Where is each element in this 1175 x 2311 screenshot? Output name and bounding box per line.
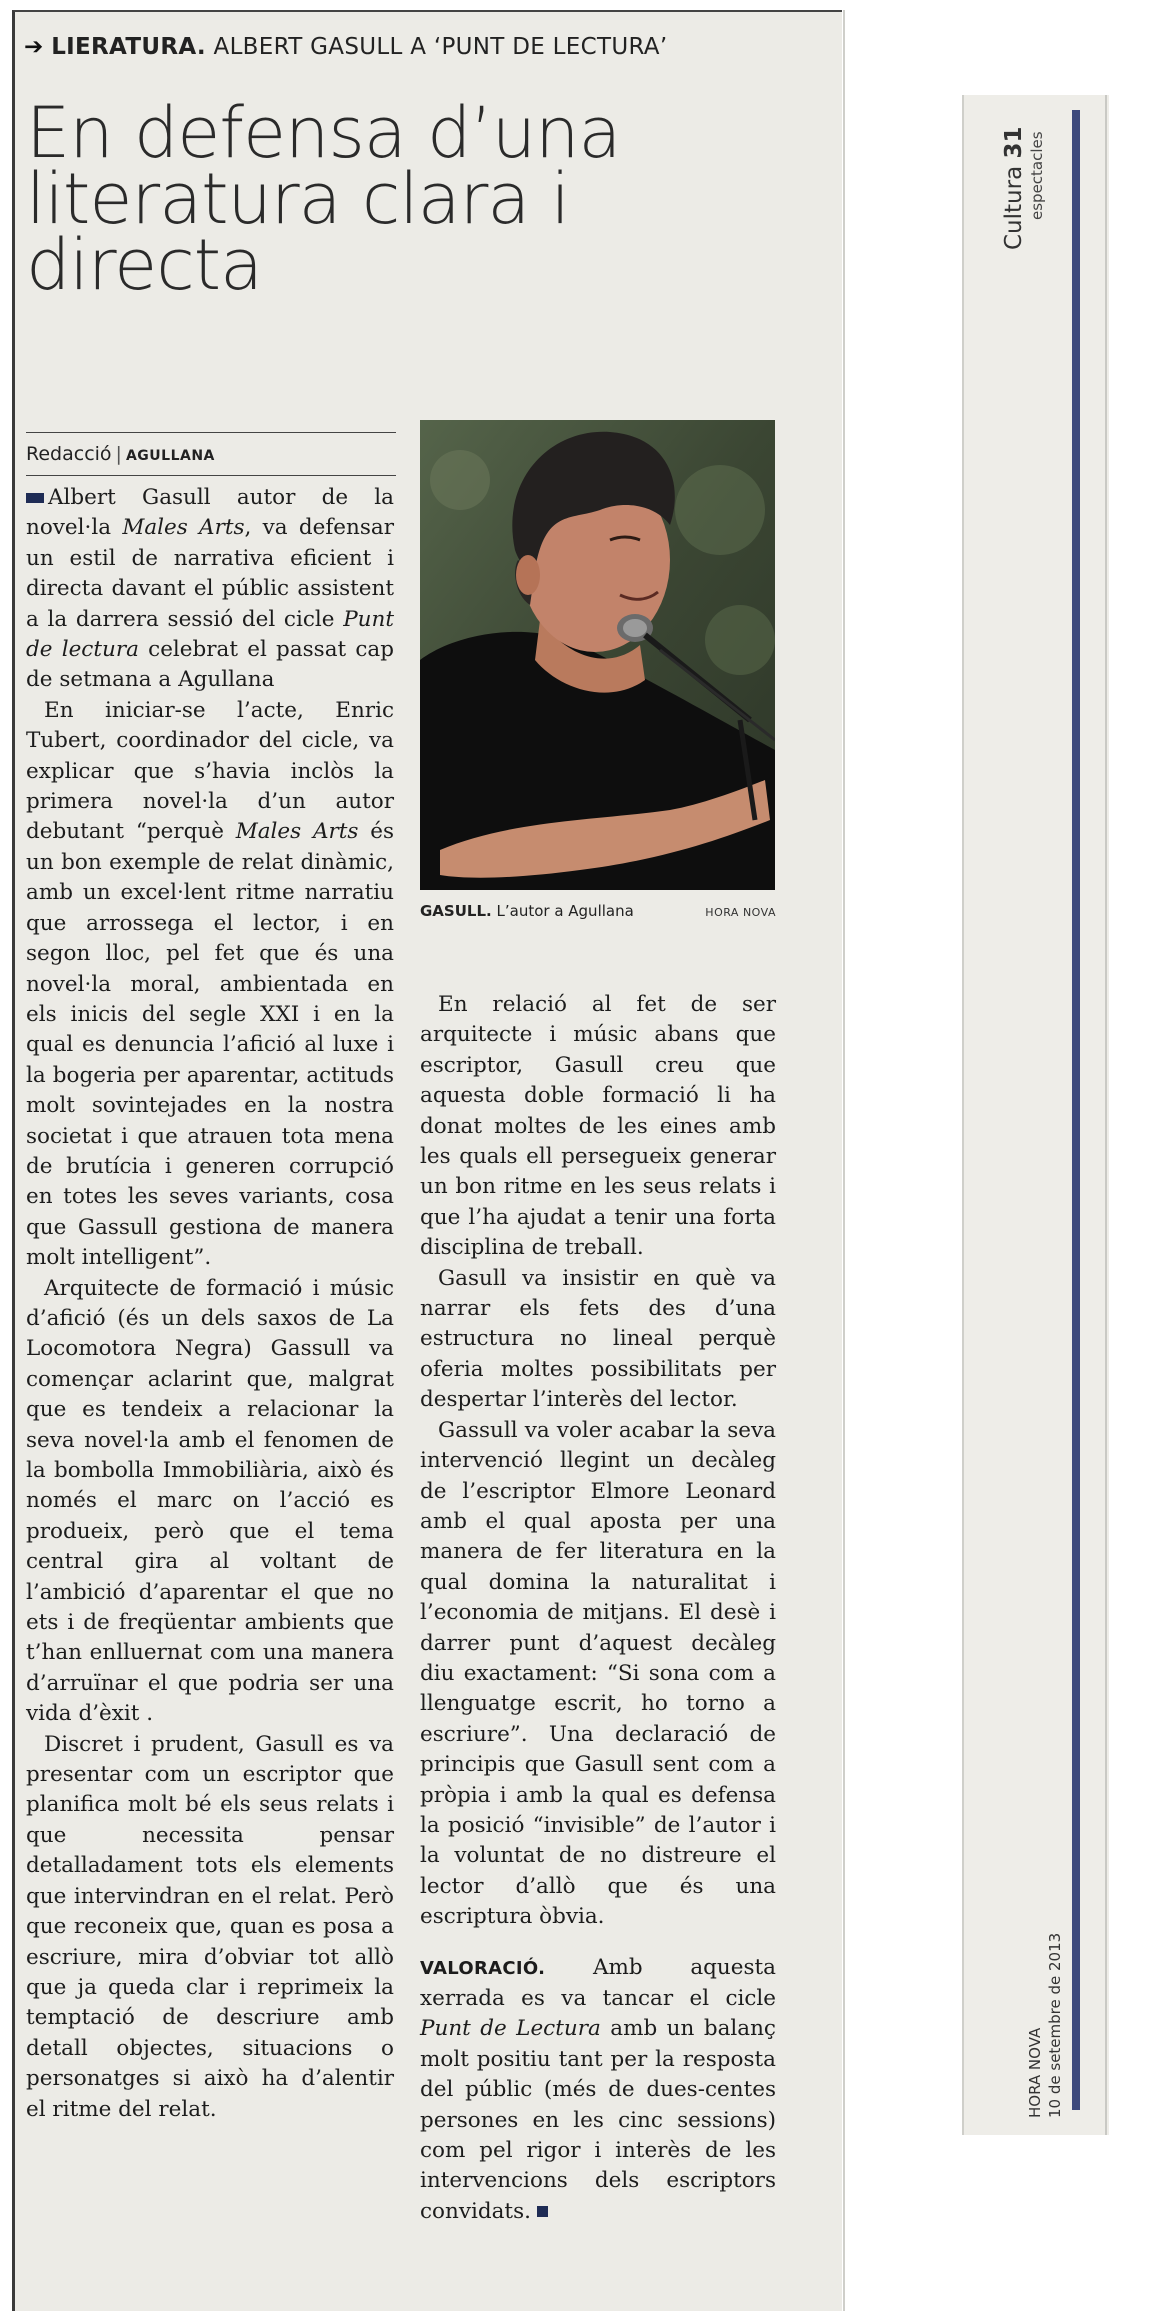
text-run: En iniciar-se l’acte, Enric Tubert, coordinador del cicle, va explicar que s’havia inclòs la primera novel·la d’un autor debutant “perquè: [26, 697, 394, 845]
kicker-section: LIERATURA.: [51, 34, 206, 60]
strip-section-name: Cultura: [1001, 165, 1027, 250]
strip-date: 10 de setembre de 2013: [1046, 1932, 1064, 2118]
strip-page-number: 31: [1001, 126, 1027, 159]
article-column-1: [26, 483, 394, 2125]
text-run: és un bon exemple de relat dinàmic, amb un excel·lent ritme narratiu que arrossega el lector, i en segon lloc, pel fet que és una novel·la moral, ambientada en els inicis del segle XXI i en la qual es denuncia l’afició al luxe i la bogeria per aparentar, actituds molt sovintejades en la nostra societat i que atrauen tota mena de brutícia i generen corrupció en totes les seves variants, cosa que Gassull gestiona de manera molt intelligent”.: [26, 819, 394, 1271]
paragraph: Discret i prudent, Gasull es va presentar com un escriptor que planifica molt bé els seus relats i que necessita pensar detalladament tots els elements que intervindran en el relat. Però que reconeix que, quan es posa a escriure, mira d’obviar tot allò que ja queda clar i reprimeix la temptació de descriure amb detall objectes, situacions o personatges si això ha d’alentir el ritme del relat.: [26, 1731, 394, 2122]
valoracio-label: VALORACIÓ.: [420, 1957, 546, 1979]
author-photo: [420, 420, 775, 890]
text-run: amb un balanç molt positiu tant per la resposta del públic (més de dues-centes persones en les cinc sessions) com pel rigor i interès de les intervencions dels escriptors convidats.: [420, 2016, 776, 2224]
article-column-2: [420, 990, 776, 2227]
strip-source: HORA NOVA: [1026, 2027, 1044, 2118]
text-run: Albert Gasull autor de la novel·la: [26, 485, 394, 541]
caption-name: GASULL.: [420, 902, 492, 920]
strip-section-label: [1001, 126, 1027, 250]
paragraph: Gasull va insistir en què va narrar els fets des d’una estructura no lineal perquè oferia moltes possibilitats per despertar l’interès del lector.: [420, 1265, 776, 1413]
book-title: Males Arts: [122, 515, 245, 541]
kicker: [24, 34, 667, 60]
paragraph-lead: [26, 483, 394, 696]
cycle-title: Punt de Lectura: [420, 2016, 601, 2042]
byline: [26, 432, 396, 476]
author-photo-image: [420, 420, 775, 890]
paragraph: [26, 696, 394, 1274]
clipping-edge: [843, 10, 845, 2311]
book-title: Males Arts: [235, 819, 359, 845]
text-run: Amb aquesta xerrada es va tancar el cicle: [420, 1954, 776, 2011]
paragraph-valoracio: [420, 1953, 776, 2228]
caption-description: L’autor a Agullana: [496, 902, 634, 920]
lead-marker-icon: [26, 493, 44, 503]
strip-edge: [1105, 95, 1107, 2135]
photo-credit: HORA NOVA: [705, 906, 776, 919]
cycle-title: Punt de lectura: [26, 606, 394, 663]
strip-accent-bar: [1072, 110, 1080, 2110]
page-strip: [962, 95, 1109, 2135]
arrow-icon: ➔: [24, 34, 44, 60]
text-run: , va defensar un estil de narrativa eficient i directa davant el públic assistent a la darrera sessió del cicle: [26, 515, 394, 632]
text-run: celebrat el passat cap de setmana a Agullana: [26, 637, 395, 693]
byline-author: Redacció: [26, 443, 112, 465]
paragraph: Arquitecte de formació i músic d’afició (és un dels saxos de La Locomotora Negra) Gassull va començar aclarint que, malgrat que es tendeix a relacionar la seva novel·la amb el fenomen de la bombolla Immobiliària, això és només el marc on l’acció es produeix, però que el tema central gira al voltant de l’ambició d’aparentar el que no ets i de freqüentar ambients que t’han enlluernat com una manera d’arruïnar el que podria ser una vida d’èxit .: [26, 1275, 394, 1727]
byline-separator: |: [115, 443, 122, 465]
strip-subsection: espectacles: [1028, 131, 1046, 220]
end-marker-icon: [537, 2206, 548, 2217]
byline-location: AGULLANA: [125, 448, 215, 464]
kicker-topic: ALBERT GASULL A ‘PUNT DE LECTURA’: [213, 34, 668, 60]
headline: En defensa d’una literatura clara i directa: [26, 92, 621, 306]
caption-text: [420, 902, 634, 920]
paragraph: En relació al fet de ser arquitecte i músic abans que escriptor, Gasull creu que aquesta doble formació li ha donat moltes de les eines amb les quals ell persegueix generar un bon ritme en les seus relats i que l’ha ajudat a tenir una forta disciplina de treball.: [420, 992, 776, 1261]
paragraph: Gassull va voler acabar la seva intervenció llegint un decàleg de l’escriptor Elmore Leonard amb el qual aposta per una manera de fer literatura en la qual domina la naturalitat i l’economia de mitjans. El desè i darrer punt d’aquest decàleg diu exactament: “Si sona com a llenguatge escrit, ho torno a escriure”. Una declaració de principis que Gasull sent com a pròpia i amb la qual es defensa la posició “invisible” de l’autor i la voluntat de no distreure el lector d’allò que és una escriptura òbvia.: [420, 1417, 776, 1930]
photo-caption: [420, 902, 776, 920]
